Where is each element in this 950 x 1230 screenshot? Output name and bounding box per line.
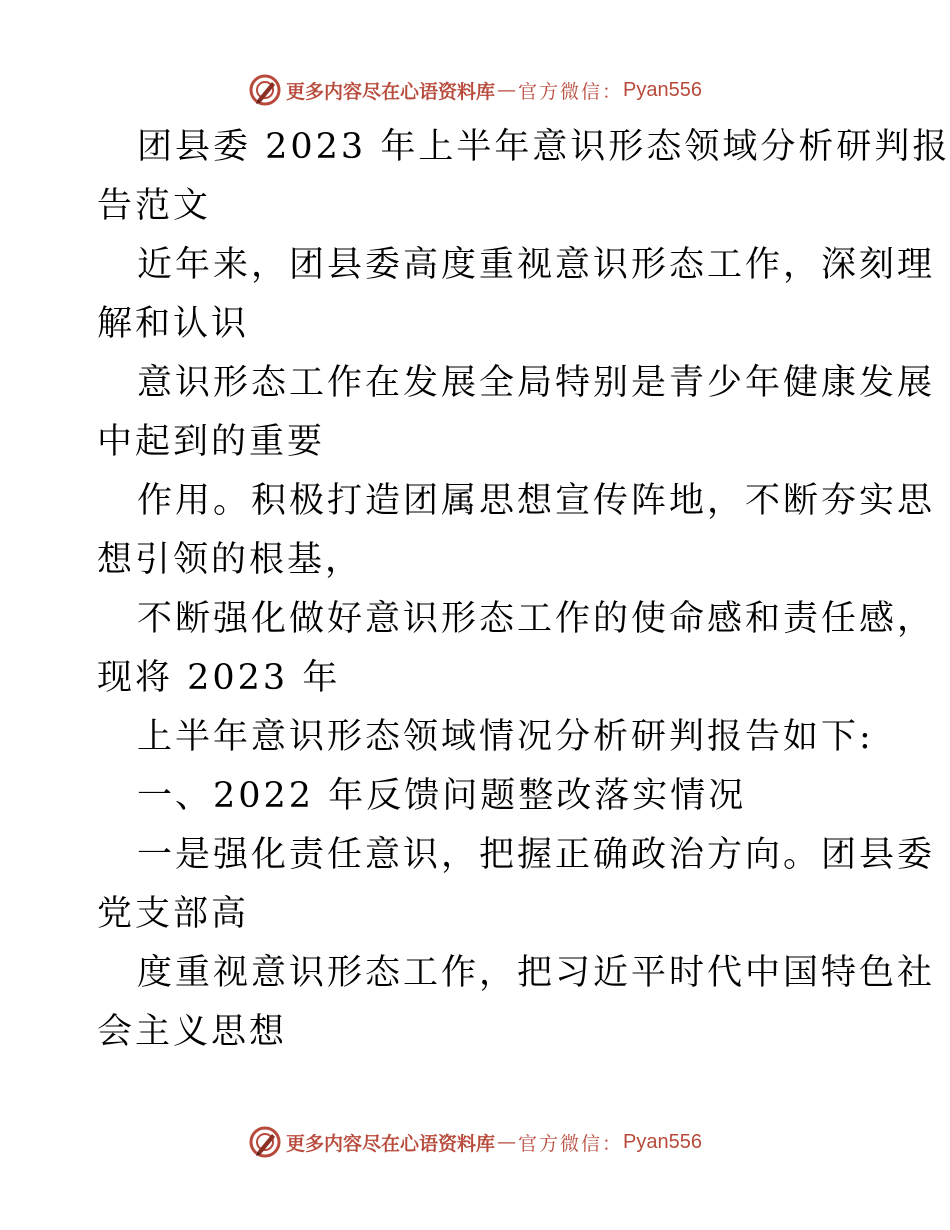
text-line: 作用。积极打造团属思想宣传阵地，不断夯实思 xyxy=(137,481,936,521)
text-line: 团县委 2023 年上半年意识形态领域分析研判报 xyxy=(137,127,950,167)
text-line: 告范文 xyxy=(97,186,212,226)
text-line: 意识形态工作在发展全局特别是青少年健康发展 xyxy=(137,363,936,403)
text-line: 想引领的根基， xyxy=(97,540,364,580)
pen-logo-icon xyxy=(248,73,282,107)
text-line: 中起到的重要 xyxy=(97,422,326,462)
watermark-wechat-id: Pyan556 xyxy=(623,78,702,101)
text-line: 党支部高 xyxy=(97,894,250,934)
text-line: 上半年意识形态领域情况分析研判报告如下: xyxy=(137,717,874,757)
text-line: 一是强化责任意识，把握正确政治方向。团县委 xyxy=(137,835,936,875)
text-line: 不断强化做好意识形态工作的使命感和责任感， xyxy=(137,599,936,639)
footer-watermark xyxy=(0,1124,950,1160)
text-line: 会主义思想 xyxy=(97,1012,288,1052)
header-watermark xyxy=(0,72,950,108)
section-heading: 一、2022 年反馈问题整改落实情况 xyxy=(137,776,747,816)
text-line: 现将 2023 年 xyxy=(97,658,341,698)
document-body xyxy=(97,118,950,1062)
watermark-site-text: 更多内容尽在心语资料库 xyxy=(286,80,496,103)
text-line: 解和认识 xyxy=(97,304,250,344)
text-line: 近年来，团县委高度重视意识形态工作，深刻理 xyxy=(137,245,936,285)
watermark-wechat-label: 官方微信： xyxy=(518,80,624,103)
text-line: 度重视意识形态工作，把习近平时代中国特色社 xyxy=(137,953,936,993)
pen-logo-icon xyxy=(248,1125,282,1159)
watermark-dash: — xyxy=(497,79,517,101)
watermark-wechat-label: 官方微信： xyxy=(518,1132,624,1155)
watermark-wechat-id: Pyan556 xyxy=(623,1130,702,1153)
watermark-site-text: 更多内容尽在心语资料库 xyxy=(286,1132,496,1155)
watermark-dash: — xyxy=(497,1131,517,1153)
